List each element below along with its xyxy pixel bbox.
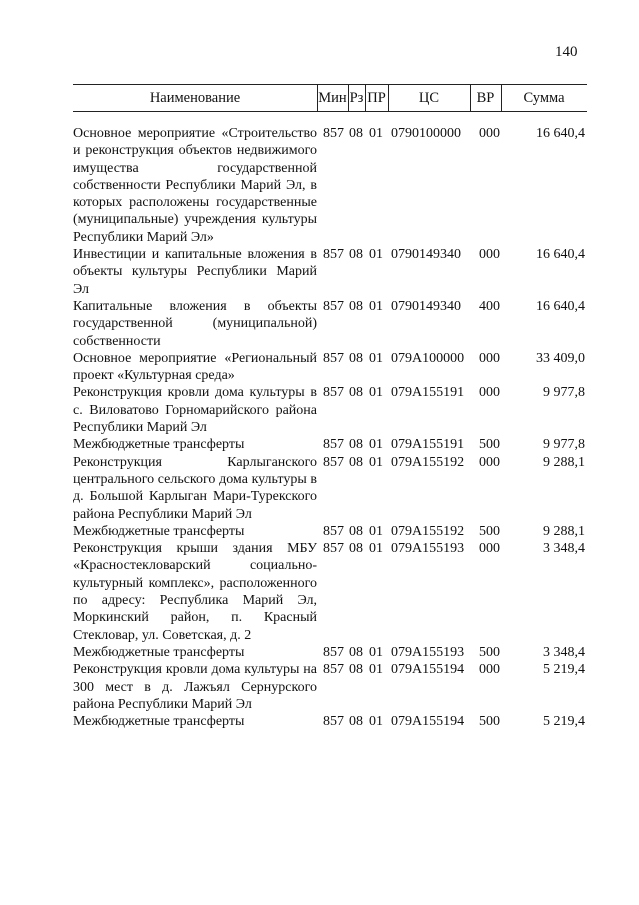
row-pr: 01 <box>369 298 383 314</box>
row-rz: 08 <box>349 523 363 539</box>
row-codes <box>323 246 509 263</box>
row-pr: 01 <box>369 126 383 141</box>
row-rz: 08 <box>349 541 363 557</box>
row-sum: 16 640,4 <box>536 247 585 263</box>
row-codes <box>323 523 509 540</box>
row-sum: 16 640,4 <box>536 126 585 141</box>
row-pr: 01 <box>369 714 383 730</box>
row-name: Реконструкция Карлыганского центрального сельского дома культуры в д. Большой Карлыган Мари-Турекского района Республики Марий Эл <box>73 454 317 522</box>
row-cs: 079A155193 <box>391 541 465 557</box>
row-rz: 08 <box>349 644 363 660</box>
row-codes <box>323 350 509 367</box>
row-codes <box>323 644 509 661</box>
row-min: 857 <box>323 714 344 730</box>
header-pr: ПР <box>367 90 386 106</box>
row-vr: 000 <box>479 385 500 401</box>
row-name: Межбюджетные трансферты <box>73 437 245 453</box>
row-pr: 01 <box>369 350 383 366</box>
table-row <box>73 298 587 350</box>
row-cs: 079A155192 <box>391 523 465 539</box>
row-pr: 01 <box>369 385 383 401</box>
row-pr: 01 <box>369 454 383 470</box>
row-name: Реконструкция крыши здания МБУ «Красностекловарский социально-культурный комплекс», расположенного по адресу: Республика Марий Эл, Моркинский район, п. Красный Стекловар, ул. Советская, д. 2 <box>73 541 317 643</box>
table-row <box>73 713 587 730</box>
row-vr: 500 <box>479 714 500 730</box>
header-name: Наименование <box>149 90 241 106</box>
row-min: 857 <box>323 350 344 366</box>
row-name: Основное мероприятие «Строительство и реконструкция объектов недвижимого имущества государственной собственности Республики Марий Эл, в которых расположены государственные (муниципальные) учреждения культуры Республики Марий Эл» <box>73 126 317 245</box>
row-rz: 08 <box>349 437 363 453</box>
row-vr: 500 <box>479 437 500 453</box>
row-rz: 08 <box>349 714 363 730</box>
row-cs: 079A155192 <box>391 454 465 470</box>
row-name: Реконструкция кровли дома культуры в с. Виловатово Горномарийского района Республики Марий Эл <box>73 385 317 436</box>
row-name: Капитальные вложения в объекты государственной (муниципальной) собственности <box>73 298 317 349</box>
row-min: 857 <box>323 298 344 314</box>
row-min: 857 <box>323 385 344 401</box>
row-pr: 01 <box>369 523 383 539</box>
row-name: Межбюджетные трансферты <box>73 523 245 539</box>
row-sum: 9 288,1 <box>543 454 585 470</box>
table-row <box>73 523 587 540</box>
row-vr: 000 <box>479 350 500 366</box>
row-sum: 5 219,4 <box>543 662 585 678</box>
header-sum: Сумма <box>523 90 565 106</box>
row-rz: 08 <box>349 298 363 314</box>
table-row <box>73 644 587 661</box>
row-name: Межбюджетные трансферты <box>73 644 245 660</box>
row-min: 857 <box>323 662 344 678</box>
table-row <box>73 246 587 298</box>
row-cs: 079A155194 <box>391 714 465 730</box>
row-vr: 000 <box>479 541 500 557</box>
row-cs: 079A155193 <box>391 644 465 660</box>
row-vr: 400 <box>479 298 500 314</box>
row-codes <box>323 436 509 453</box>
row-codes <box>323 298 509 315</box>
row-pr: 01 <box>369 437 383 453</box>
row-codes <box>323 540 509 557</box>
row-vr: 000 <box>479 247 500 263</box>
table-row <box>73 350 587 385</box>
row-name: Межбюджетные трансферты <box>73 714 245 730</box>
table-row <box>73 454 587 523</box>
header-vr: ВР <box>476 90 495 106</box>
table-row <box>73 661 587 713</box>
row-codes <box>323 713 509 730</box>
row-codes <box>323 661 509 678</box>
row-min: 857 <box>323 523 344 539</box>
row-sum: 9 288,1 <box>543 523 585 539</box>
row-codes <box>323 454 509 471</box>
row-rz: 08 <box>349 385 363 401</box>
header-min: Мин <box>318 90 347 106</box>
row-rz: 08 <box>349 350 363 366</box>
row-sum: 9 977,8 <box>543 437 585 453</box>
row-pr: 01 <box>369 644 383 660</box>
header-rz: Рз <box>349 90 364 106</box>
row-codes <box>323 384 509 401</box>
row-cs: 0790149340 <box>391 298 461 314</box>
row-sum: 5 219,4 <box>543 714 585 730</box>
table-row <box>73 384 587 436</box>
row-vr: 500 <box>479 523 500 539</box>
table-header <box>73 84 587 112</box>
row-name: Основное мероприятие «Региональный проект «Культурная среда» <box>73 350 317 384</box>
row-cs: 0790100000 <box>391 126 461 141</box>
row-rz: 08 <box>349 247 363 263</box>
row-pr: 01 <box>369 541 383 557</box>
row-sum: 16 640,4 <box>536 298 585 314</box>
row-cs: 079A155191 <box>391 437 465 453</box>
row-vr: 000 <box>479 454 500 470</box>
row-min: 857 <box>323 437 344 453</box>
row-cs: 079A155191 <box>391 385 465 401</box>
row-min: 857 <box>323 454 344 470</box>
row-vr: 500 <box>479 644 500 660</box>
row-pr: 01 <box>369 662 383 678</box>
row-name: Инвестиции и капитальные вложения в объекты культуры Республики Марий Эл <box>73 247 317 297</box>
row-rz: 08 <box>349 126 363 141</box>
row-vr: 000 <box>479 662 500 678</box>
row-sum: 3 348,4 <box>543 541 585 557</box>
budget-table-body <box>73 125 587 730</box>
row-sum: 33 409,0 <box>536 350 585 366</box>
table-row <box>73 436 587 453</box>
row-cs: 079A155194 <box>391 662 465 678</box>
row-min: 857 <box>323 247 344 263</box>
row-vr: 000 <box>479 126 500 141</box>
header-cs: ЦС <box>418 90 440 106</box>
row-codes <box>323 125 509 142</box>
row-cs: 0790149340 <box>391 247 461 263</box>
row-sum: 9 977,8 <box>543 385 585 401</box>
row-rz: 08 <box>349 454 363 470</box>
table-row <box>73 125 587 246</box>
row-cs: 079A100000 <box>391 350 465 366</box>
page-number: 140 <box>555 44 578 60</box>
row-name: Реконструкция кровли дома культуры на 300 мест в д. Лажъял Сернурского района Республики Марий Эл <box>73 662 317 712</box>
table-row <box>73 540 587 644</box>
row-pr: 01 <box>369 247 383 263</box>
row-rz: 08 <box>349 662 363 678</box>
row-min: 857 <box>323 126 344 141</box>
row-min: 857 <box>323 541 344 557</box>
row-sum: 3 348,4 <box>543 644 585 660</box>
row-min: 857 <box>323 644 344 660</box>
